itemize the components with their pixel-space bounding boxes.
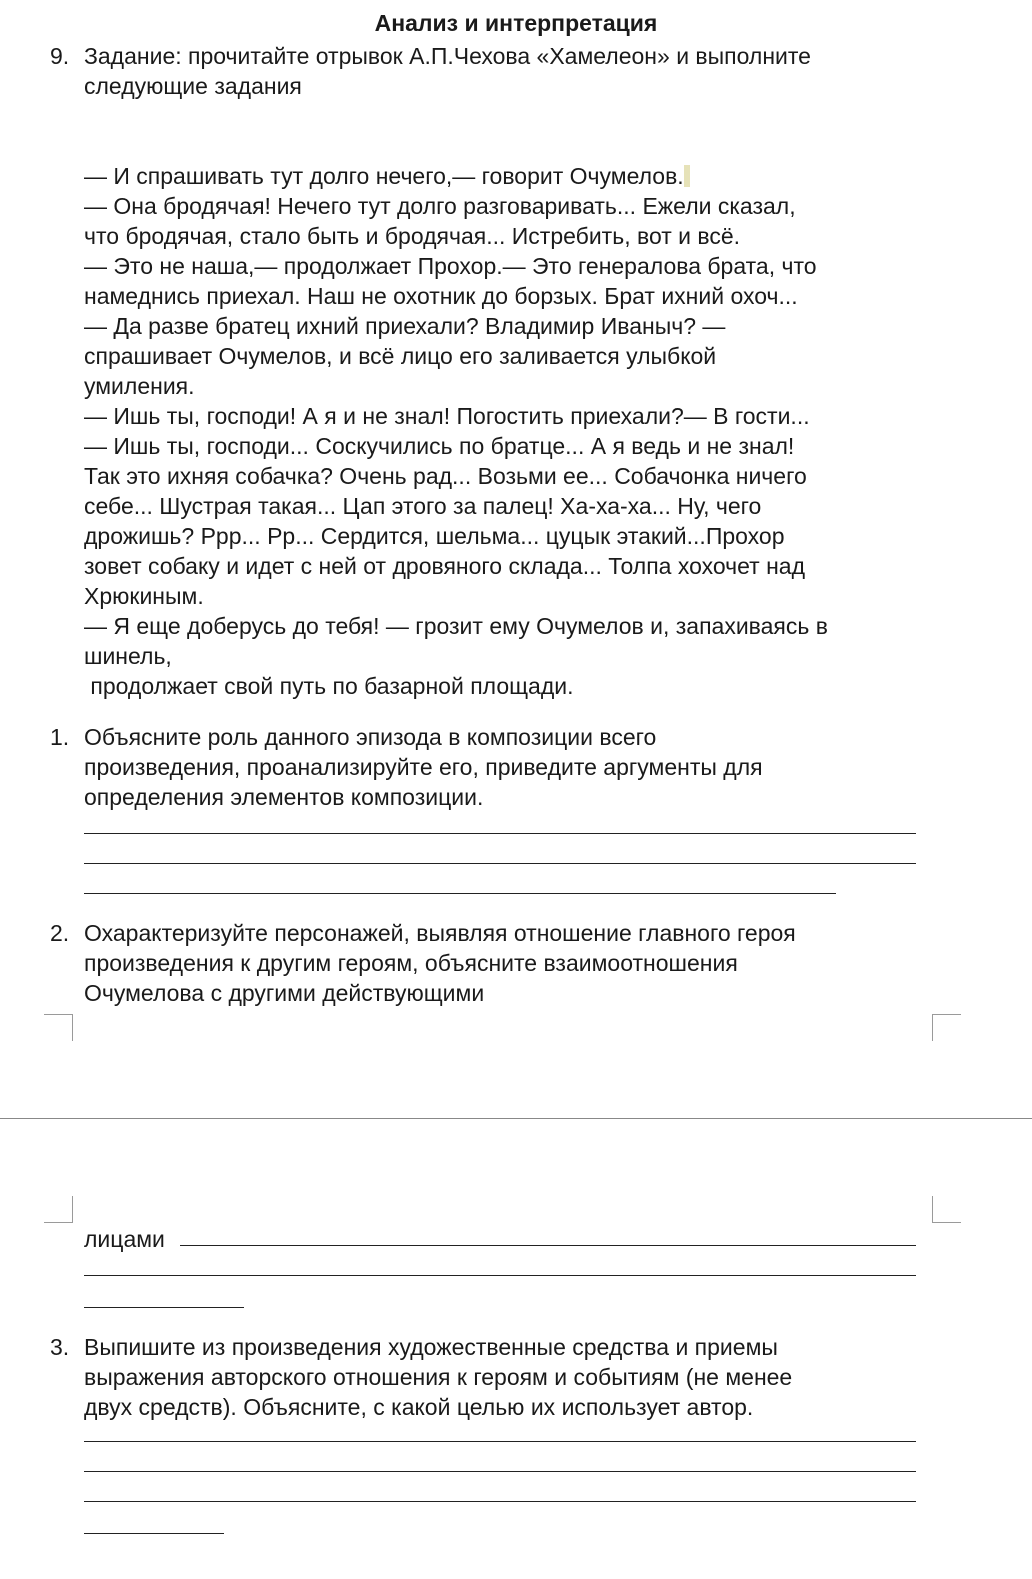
page-break-divider xyxy=(0,1118,1032,1119)
question-line: Объясните роль данного эпизода в композиции всего xyxy=(84,724,657,750)
excerpt-line: зовет собаку и идет с ней от дровяного склада... Толпа хохочет над xyxy=(84,553,806,579)
excerpt-line: Хрюкиным. xyxy=(84,583,204,609)
question-line: двух средств). Объясните, с какой целью их использует автор. xyxy=(84,1394,754,1420)
question-2-continuation: лицами xyxy=(84,1226,165,1252)
question-2-text xyxy=(84,918,796,1008)
answer-line[interactable] xyxy=(84,1501,916,1502)
excerpt-line: — Да разве братец ихний приехали? Владимир Иваныч? — xyxy=(84,313,726,339)
page-corner-mark xyxy=(932,1014,961,1041)
excerpt-line: спрашивает Очумелов, и всё лицо его заливается улыбкой xyxy=(84,343,717,369)
excerpt-line: — Это не наша,— продолжает Прохор.— Это генералова брата, что xyxy=(84,253,817,279)
excerpt-text xyxy=(84,161,828,701)
answer-line[interactable] xyxy=(180,1245,916,1246)
excerpt-line: — И спрашивать тут долго нечего,— говорит Очумелов. xyxy=(84,163,684,189)
question-2-number: 2. xyxy=(50,920,70,946)
excerpt-line: продолжает свой путь по базарной площади. xyxy=(84,673,574,699)
excerpt-line: — Я еще доберусь до тебя! — грозит ему Очумелов и, запахиваясь в xyxy=(84,613,828,639)
excerpt-line: — Ишь ты, господи! А я и не знал! Погостить приехали?— В гости... xyxy=(84,403,810,429)
answer-line[interactable] xyxy=(84,893,836,894)
question-line: Выпишите из произведения художественные средства и приемы xyxy=(84,1334,778,1360)
question-line: определения элементов композиции. xyxy=(84,784,484,810)
question-1-number: 1. xyxy=(50,724,70,750)
question-line: произведения, проанализируйте его, приведите аргументы для xyxy=(84,754,763,780)
question-1-text xyxy=(84,722,763,812)
question-3-number: 3. xyxy=(50,1334,70,1360)
answer-line[interactable] xyxy=(84,1533,224,1534)
answer-line[interactable] xyxy=(84,1307,244,1308)
excerpt-line: Так это ихняя собачка? Очень рад... Возьми ее... Собачонка ничего xyxy=(84,463,807,489)
excerpt-line: — Она бродячая! Нечего тут долго разговаривать... Ежели сказал, xyxy=(84,193,796,219)
answer-line[interactable] xyxy=(84,1441,916,1442)
question-line: выражения авторского отношения к героям и событиям (не менее xyxy=(84,1364,793,1390)
task-instruction xyxy=(84,41,811,101)
answer-line[interactable] xyxy=(84,1471,916,1472)
page-corner-mark xyxy=(44,1196,73,1223)
question-line: Охарактеризуйте персонажей, выявляя отношение главного героя xyxy=(84,920,796,946)
excerpt-line: намеднись приехал. Наш не охотник до борзых. Брат ихний охоч... xyxy=(84,283,798,309)
task-line: следующие задания xyxy=(84,73,302,99)
question-line: Очумелова с другими действующими xyxy=(84,980,485,1006)
page-corner-mark xyxy=(44,1014,73,1041)
task-line: Задание: прочитайте отрывок А.П.Чехова «Хамелеон» и выполните xyxy=(84,43,811,69)
excerpt-line: что бродячая, стало быть и бродячая... Истребить, вот и всё. xyxy=(84,223,741,249)
answer-line[interactable] xyxy=(84,833,916,834)
task-number: 9. xyxy=(50,43,70,69)
excerpt-line: себе... Шустрая такая... Цап этого за палец! Ха-ха-ха... Ну, чего xyxy=(84,493,762,519)
excerpt-line: умиления. xyxy=(84,373,195,399)
excerpt-line: дрожишь? Ррр... Рр... Сердится, шельма... цуцык этакий...Прохор xyxy=(84,523,785,549)
question-3-text xyxy=(84,1332,792,1422)
question-line: произведения к другим героям, объясните взаимоотношения xyxy=(84,950,738,976)
answer-line[interactable] xyxy=(84,1275,916,1276)
answer-line[interactable] xyxy=(84,863,916,864)
page-corner-mark xyxy=(932,1196,961,1223)
page-title: Анализ и интерпретация xyxy=(374,10,658,36)
excerpt-line: — Ишь ты, господи... Соскучились по братце... А я ведь и не знал! xyxy=(84,433,795,459)
text-cursor-highlight xyxy=(684,165,690,187)
excerpt-line: шинель, xyxy=(84,643,172,669)
